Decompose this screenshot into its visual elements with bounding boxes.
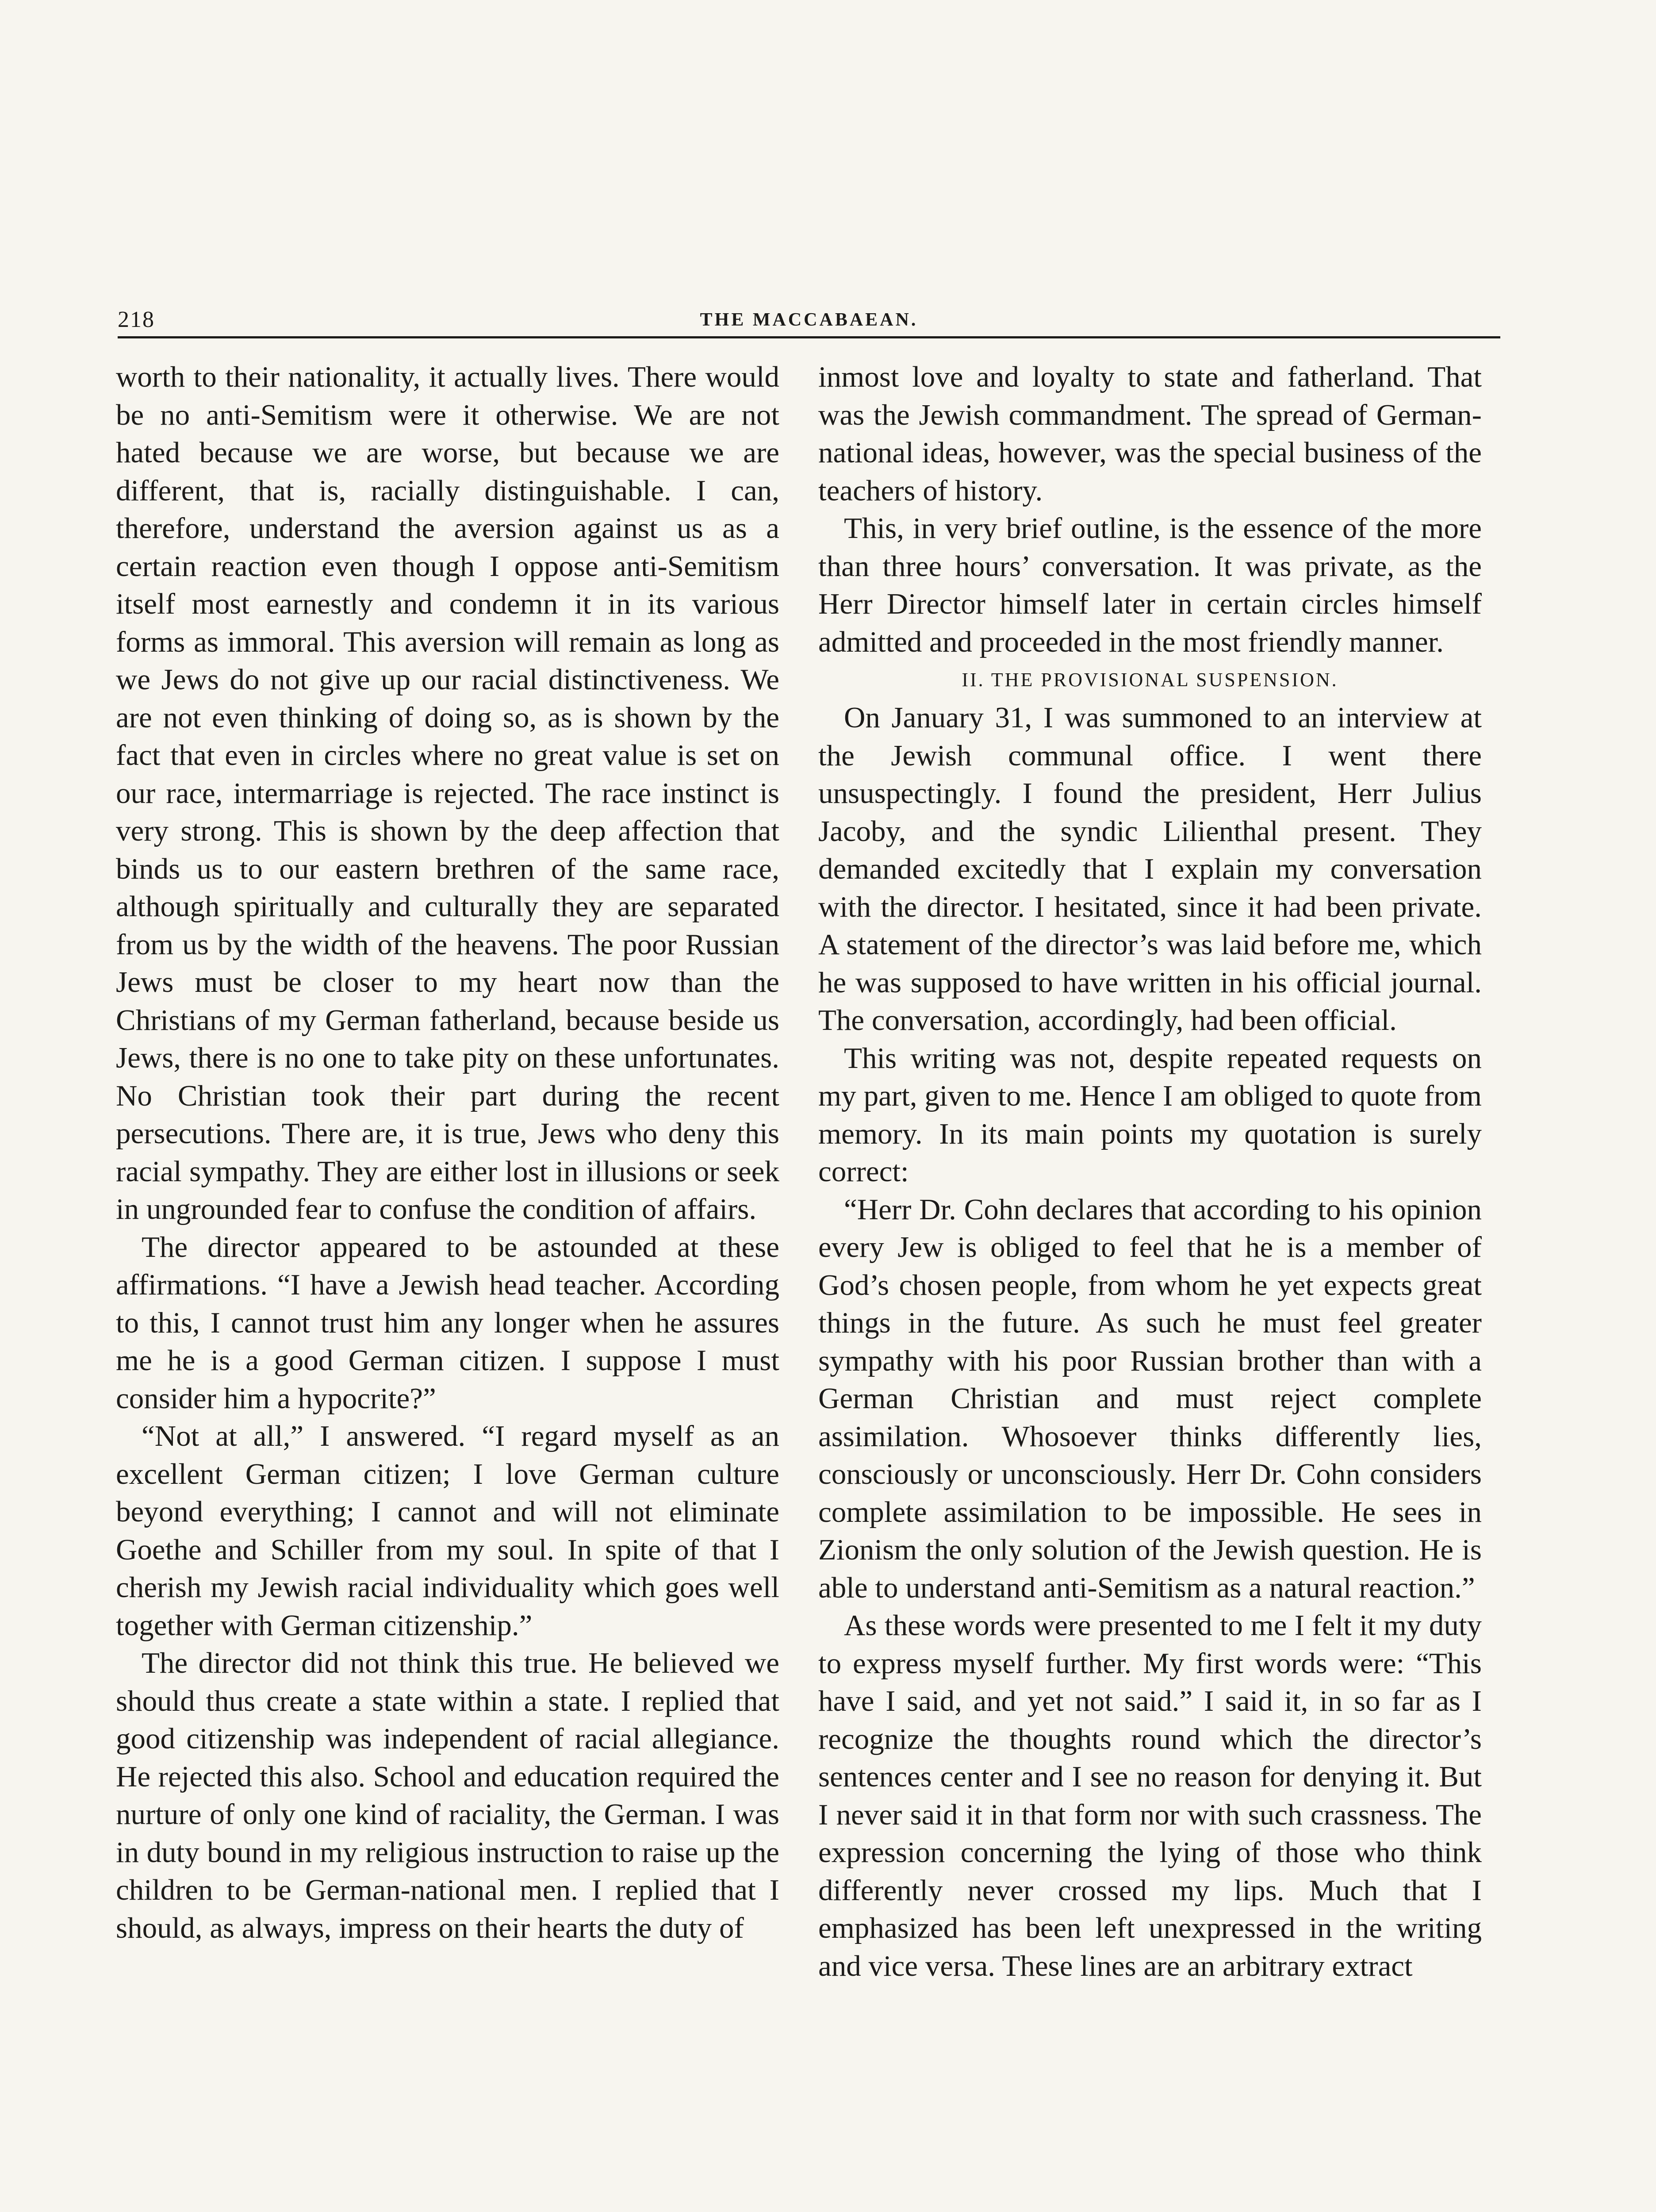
section-heading: II. THE PROVISIONAL SUSPENSION. [962,669,1338,691]
paragraph: On January 31, I was summoned to an interview at the Jewish communal office. I went there unsuspectingly. I found the president, Herr Julius Jacoby, and the syndic Lilienthal present. They demanded excitedly that I explain my conversation with the director. I hesitated, since it had been private. A statement of the director’s was laid before me, which he was supposed to have written in his official journal. The conversation, accordingly, had been official. [818,701,1482,1037]
header-rule [118,336,1500,338]
page-number: 218 [118,307,155,332]
left-column [116,358,779,1947]
paragraph: worth to their nationality, it actually lives. There would be no anti-Semitism were it otherwise. We are not hated because we are worse, but because we are different, that is, racially distinguishable. I can, therefore, understand the aversion against us as a certain reaction even though I oppose anti-Semitism itself most earnestly and condemn it in its various forms as immoral. This aversion will remain as long as we Jews do not give up our racial distinctiveness. We are not even thinking of doing so, as is shown by the fact that even in circles where no great value is set on our race, intermarriage is rejected. The race instinct is very strong. This is shown by the deep affection that binds us to our eastern brethren of the same race, although spiritually and culturally they are separated from us by the width of the heavens. The poor Russian Jews must be closer to my heart now than the Christians of my German fatherland, because beside us Jews, there is no one to take pity on these unfortunates. No Christian took their part during the recent persecutions. There are, it is true, Jews who deny this racial sympathy. They are either lost in illusions or seek in ungrounded fear to confuse the condition of affairs. [116,361,779,1225]
paragraph: The director did not think this true. He believed we should thus create a state within a state. I replied that good citizenship was independent of racial allegiance. He rejected this also. School and education required the nurture of only one kind of raciality, the German. I was in duty bound in my religious instruction to raise up the children to be German-national men. I replied that I should, as always, impress on their hearts the duty of [116,1647,779,1944]
paragraph: inmost love and loyalty to state and fatherland. That was the Jewish commandment. The spread of German-national ideas, however, was the special business of the teachers of history. [818,361,1482,507]
running-title: THE MACCABAEAN. [700,310,918,330]
paragraph: “Herr Dr. Cohn declares that according to his opinion every Jew is obliged to feel that he is a member of God’s chosen people, from whom he yet expects great things in the future. As such he must feel greater sympathy with his poor Russian brother than with a German Christian and must reject complete assimilation. Whosoever thinks differently lies, consciously or unconsciously. Herr Dr. Cohn considers complete assimilation to be impossible. He sees in Zionism the only solution of the Jewish question. He is able to understand anti-Semitism as a natural reaction.” [818,1193,1482,1604]
paragraph: The director appeared to be astounded at these affirmations. “I have a Jewish head teacher. According to this, I cannot trust him any longer when he assures me he is a good German citizen. I suppose I must consider him a hypocrite?” [116,1230,779,1415]
paragraph: “Not at all,” I answered. “I regard myself as an excellent German citizen; I love German culture beyond everything; I cannot and will not eliminate Goethe and Schiller from my soul. In spite of that I cherish my Jewish racial individuality which goes well together with German citizenship.” [116,1420,779,1642]
paragraph: This, in very brief outline, is the essence of the more than three hours’ conversation. It was private, as the Herr Director himself later in certain circles himself admitted and proceeded in the most friendly manner. [818,512,1482,658]
right-column [818,358,1482,1985]
paragraph: This writing was not, despite repeated requests on my part, given to me. Hence I am obliged to quote from memory. In its main points my quotation is surely correct: [818,1041,1482,1188]
page-header [118,304,1500,335]
paragraph: As these words were presented to me I felt it my duty to express myself further. My first words were: “This have I said, and yet not said.” I said it, in so far as I recognize the thoughts round which the director’s sentences center and I see no reason for denying it. But I never said it in that form nor with such crassness. The expression concerning the lying of those who think differently never crossed my lips. Much that I emphasized has been left unexpressed in the writing and vice versa. These lines are an arbitrary extract [818,1609,1482,1982]
